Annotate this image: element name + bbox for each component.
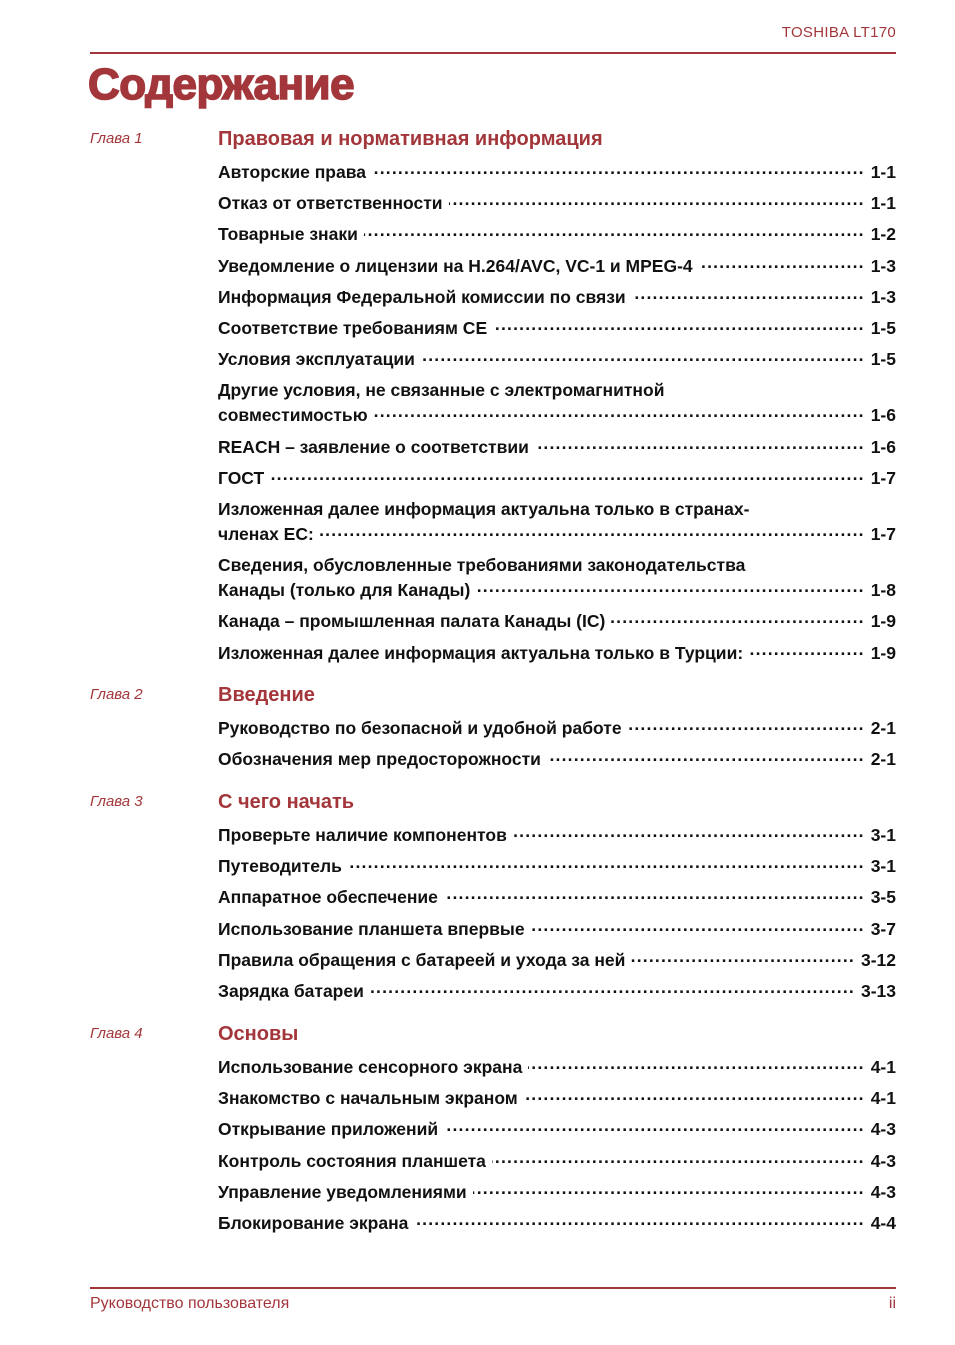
toc-entry-text: Использование сенсорного экрана: [218, 1057, 523, 1077]
dot-leader: [749, 641, 865, 659]
dot-leader: [632, 285, 865, 303]
toc-entry-page: 1-5: [870, 349, 896, 370]
toc-entry-text: Использование планшета впервые: [218, 918, 525, 939]
dot-leader: [631, 948, 855, 966]
toc-entry-page: 1-9: [870, 611, 896, 632]
toc-entry-text: Условия эксплуатации: [218, 349, 415, 370]
dot-leader: [270, 466, 865, 484]
footer-page-number: ii: [888, 1295, 896, 1312]
toc-entry[interactable]: [218, 948, 896, 973]
toc-entry-page: 1-1: [870, 193, 896, 214]
toc-entry-text: Отказ от ответственности: [218, 193, 443, 214]
toc-entry-page: 4-3: [870, 1119, 896, 1140]
toc-entry[interactable]: [218, 254, 896, 279]
dot-leader: [364, 223, 865, 241]
toc-entry-page: 1-7: [870, 467, 896, 488]
toc-entry[interactable]: [218, 316, 896, 341]
header-brand: TOSHIBA LT170: [781, 24, 896, 41]
toc-entry[interactable]: [218, 466, 896, 491]
toc-entry-page: 1-6: [870, 436, 896, 457]
toc-entry-text: Товарные знаки: [218, 224, 358, 245]
toc-entry-page: 3-12: [860, 949, 896, 970]
chapter-title[interactable]: Введение: [218, 684, 315, 706]
toc-entry-page: 1-7: [870, 524, 896, 544]
toc-entry[interactable]: [218, 609, 896, 634]
chapter-label: Глава 3: [90, 793, 143, 810]
toc-entry-text: Другие условия, не связанные с электромагнитной: [218, 380, 665, 401]
toc-entry-text: Обозначения мер предосторожности: [218, 749, 541, 770]
toc-entry-page: 4-1: [870, 1088, 896, 1109]
toc-entry-text: Блокирование экрана: [218, 1213, 409, 1233]
toc-entry-text: Знакомство с начальным экраном: [218, 1088, 518, 1109]
toc-entry[interactable]: [218, 1086, 896, 1111]
toc-entry-text: Изложенная далее информация актуальна только в Турции:: [218, 642, 744, 663]
toc-entry-page: 1-2: [870, 224, 896, 245]
dot-leader: [370, 980, 855, 998]
toc-entry-text: Управление уведомлениями: [218, 1181, 467, 1202]
toc-entry[interactable]: [218, 1149, 896, 1174]
toc-entry[interactable]: [218, 641, 896, 666]
toc-entry[interactable]: [218, 979, 896, 1004]
toc-entry-page: 2-1: [870, 718, 896, 738]
toc-entry[interactable]: [218, 917, 896, 942]
toc-entry[interactable]: [218, 435, 896, 460]
dot-leader: [531, 917, 865, 935]
toc-entry-text: Проверьте наличие компонентов: [218, 825, 507, 845]
dot-leader: [611, 610, 864, 628]
toc-entry[interactable]: [218, 222, 896, 247]
toc-entry-text: членах ЕС:: [218, 524, 314, 544]
toc-entry-text: Изложенная далее информация актуальна только в странах-: [218, 499, 750, 519]
toc-entry-text: совместимостью: [218, 405, 368, 426]
toc-entry-page: 1-9: [870, 642, 896, 663]
toc-entry-page: 1-3: [870, 255, 896, 276]
toc-entry-text: Контроль состояния планшета: [218, 1150, 486, 1171]
toc-entry-text: Канада – промышленная палата Канады (IC): [218, 611, 606, 632]
footer-rule: [90, 1287, 896, 1289]
toc-entry[interactable]: [218, 823, 896, 848]
toc-entry[interactable]: [218, 1117, 896, 1142]
toc-entry-text: Канады (только для Канады): [218, 580, 471, 601]
toc-entry[interactable]: [218, 747, 896, 772]
dot-leader: [524, 1087, 865, 1105]
dot-leader: [348, 855, 865, 873]
toc-entry-page: 3-7: [870, 918, 896, 939]
toc-entry[interactable]: [218, 716, 896, 741]
chapter-label: Глава 2: [90, 686, 143, 703]
chapter-title[interactable]: С чего начать: [218, 791, 355, 813]
dot-leader: [414, 1212, 864, 1230]
toc-entry[interactable]: [218, 285, 896, 310]
toc-entry-text: Соответствие требованиям CE: [218, 318, 488, 338]
toc-entry-page: 4-1: [870, 1057, 896, 1077]
toc-entry-page: 1-1: [870, 162, 896, 182]
toc-entry-page: 4-3: [870, 1181, 896, 1202]
toc-entry[interactable]: [218, 1180, 896, 1205]
toc-entry[interactable]: [218, 854, 896, 879]
toc-entry[interactable]: [218, 1211, 896, 1236]
dot-leader: [493, 317, 865, 335]
dot-leader: [699, 254, 865, 272]
toc-entry-page: 2-1: [870, 749, 896, 770]
toc-entry-page: 1-8: [870, 580, 896, 601]
toc-entry[interactable]: [218, 378, 896, 428]
toc-entry[interactable]: [218, 885, 896, 910]
dot-leader: [476, 579, 864, 597]
toc-entry-page: 4-4: [870, 1213, 896, 1233]
dot-leader: [320, 523, 865, 541]
dot-leader: [547, 748, 865, 766]
toc-entry-page: 1-5: [870, 318, 896, 338]
chapter-label: Глава 1: [90, 130, 143, 147]
chapter-label: Глава 4: [90, 1025, 143, 1042]
toc-entry[interactable]: [218, 553, 896, 603]
toc-entry[interactable]: [218, 191, 896, 216]
toc-entry-text: ГОСТ: [218, 467, 265, 488]
dot-leader: [444, 1118, 865, 1136]
dot-leader: [492, 1149, 865, 1167]
toc-entry-page: 3-1: [870, 856, 896, 877]
dot-leader: [449, 192, 865, 210]
chapter-title[interactable]: Правовая и нормативная информация: [218, 128, 603, 150]
toc-entry[interactable]: [218, 497, 896, 547]
toc-entry[interactable]: [218, 160, 896, 185]
toc-entry-text: Уведомление о лицензии на H.264/AVC, VC-1 и MPEG-4: [218, 255, 693, 276]
toc-entry-page: 1-6: [870, 405, 896, 426]
dot-leader: [628, 717, 865, 735]
dot-leader: [421, 348, 865, 366]
dot-leader: [444, 886, 865, 904]
toc-entry-text: Аппаратное обеспечение: [218, 887, 438, 908]
toc-entry-page: 3-1: [870, 825, 896, 845]
toc-entry-text: Правила обращения с батареей и ухода за ней: [218, 949, 626, 970]
toc-entry-text: Путеводитель: [218, 856, 342, 877]
toc-entry-text: Информация Федеральной комиссии по связи: [218, 286, 626, 307]
dot-leader: [374, 404, 865, 422]
toc-entry-text: Зарядка батареи: [218, 981, 364, 1001]
toc-entry[interactable]: [218, 1055, 896, 1080]
dot-leader: [528, 1056, 864, 1074]
toc-entry-text: Сведения, обусловленные требованиями законодательства: [218, 555, 746, 576]
dot-leader: [513, 824, 865, 842]
page-title: Содержание: [88, 60, 355, 109]
toc-entry-text: Авторские права: [218, 162, 366, 182]
toc-entry-text: REACH – заявление о соответствии: [218, 436, 529, 457]
toc-entry-text: Открывание приложений: [218, 1119, 439, 1140]
header-rule: [90, 52, 896, 54]
chapter-title[interactable]: Основы: [218, 1023, 299, 1045]
toc-entry-page: 1-3: [870, 286, 896, 307]
toc-entry-text: Руководство по безопасной и удобной работе: [218, 718, 622, 738]
footer-title: Руководство пользователя: [90, 1295, 290, 1312]
toc-entry-page: 3-5: [870, 887, 896, 908]
dot-leader: [535, 435, 865, 453]
toc-entry-page: 4-3: [870, 1150, 896, 1171]
dot-leader: [372, 161, 865, 179]
dot-leader: [473, 1180, 865, 1198]
toc-entry-page: 3-13: [860, 981, 896, 1001]
toc-entry[interactable]: [218, 347, 896, 372]
